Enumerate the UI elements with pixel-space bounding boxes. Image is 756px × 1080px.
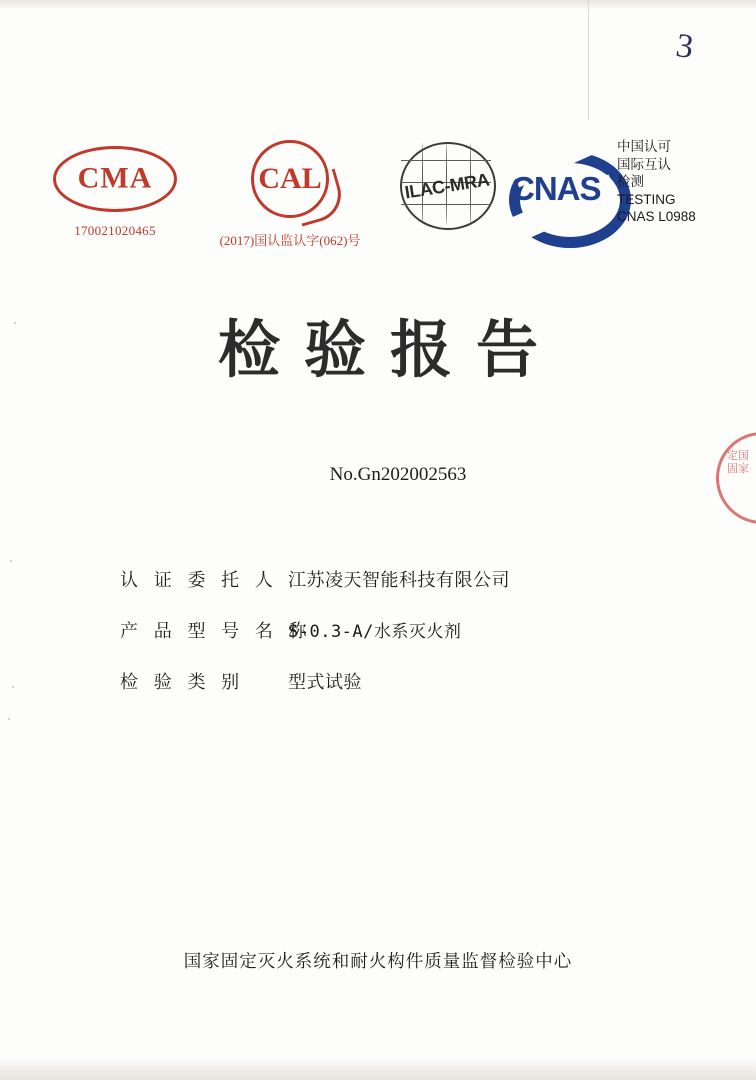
cma-mark-text: CMA — [77, 161, 153, 195]
cma-registration-number: 170021020465 — [74, 223, 156, 238]
scan-speck — [10, 560, 12, 562]
cnas-line-3: 检测 — [617, 174, 644, 189]
scan-edge-bottom — [0, 1058, 756, 1080]
ilac-mark-text: ILAC-MRA — [403, 169, 491, 203]
field-row — [120, 668, 680, 694]
cnas-text-lines — [617, 138, 696, 226]
stamp-text: 定国固家 — [727, 449, 749, 475]
cma-logo — [52, 146, 178, 239]
field-label-inspection-type: 检 验 类 别 — [120, 672, 245, 693]
scan-speck — [12, 686, 14, 688]
cal-certificate-text: (2017)国认监认字(062)号 — [219, 233, 361, 248]
ilac-globe-icon — [392, 142, 502, 228]
field-row — [120, 566, 680, 592]
field-value-product-model: S-0.3-A/水系灭火剂 — [288, 622, 462, 642]
accreditation-logo-row — [0, 134, 756, 274]
cnas-line-2: 国际互认 — [617, 156, 671, 172]
ilac-mra-logo — [386, 142, 508, 228]
page-title: 检验报告 — [217, 313, 562, 386]
cal-logo — [206, 140, 374, 249]
handwritten-page-number: 3 — [673, 27, 696, 67]
report-number: No.Gn202002563 — [329, 464, 467, 485]
field-value-client: 江苏凌天智能科技有限公司 — [288, 570, 510, 591]
field-value-inspection-type: 型式试验 — [288, 672, 362, 693]
cal-mark-text: CAL — [258, 162, 322, 195]
issuing-authority: 国家固定灭火系统和耐火构件质量监督检验中心 — [183, 952, 573, 972]
red-official-stamp — [716, 432, 756, 524]
cnas-mark-text: CNAS — [511, 170, 601, 207]
cnas-line-1: 中国认可 — [617, 139, 671, 154]
scan-speck — [8, 718, 10, 720]
cma-oval-mark — [53, 146, 177, 212]
cnas-line-5: CNAS L0988 — [617, 209, 696, 224]
cal-circle-mark — [251, 140, 329, 218]
field-label-product-model: 产 品 型 号 名 称 — [120, 621, 312, 642]
scan-fold-line — [588, 0, 589, 120]
scan-edge-top — [0, 0, 756, 10]
field-row — [120, 617, 680, 643]
report-fields — [120, 566, 680, 719]
field-label-client: 认 证 委 托 人 — [120, 570, 278, 591]
cnas-line-4: TESTING — [617, 191, 676, 207]
